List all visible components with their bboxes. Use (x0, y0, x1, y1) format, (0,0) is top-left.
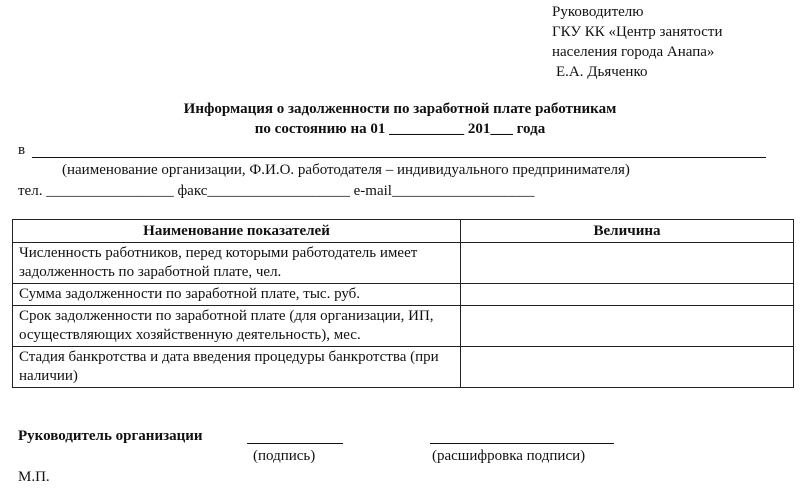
table-header-row (13, 220, 794, 243)
document-date-line: по состоянию на 01 __________ 201___ года (254, 121, 546, 137)
addressee-line-3: населения города Анапа» (552, 44, 715, 60)
org-caption: (наименование организации, Ф.И.О. работодателя – индивидуального предпринимателя) (62, 162, 630, 178)
row-label: Численность работников, перед которыми работодатель имеет задолженность по заработной плате, чел. (13, 243, 461, 284)
header-value: Величина (461, 220, 794, 243)
signature-field[interactable] (247, 443, 343, 444)
debt-info-table (12, 219, 794, 388)
document-title: Информация о задолженности по заработной плате работникам (183, 101, 617, 117)
header-indicator-name: Наименование показателей (13, 220, 461, 243)
contacts-line: тел. _________________ факс___________________ e-mail___________________ (18, 183, 535, 199)
signature-label: Руководитель организации (18, 428, 203, 444)
table-row (13, 306, 794, 347)
row-value-cell[interactable] (461, 284, 794, 306)
row-label: Сумма задолженности по заработной плате, тыс. руб. (13, 284, 461, 306)
table-row (13, 284, 794, 306)
signature-caption: (подпись) (253, 448, 316, 464)
table-row (13, 347, 794, 388)
org-prefix: в (18, 142, 26, 158)
row-value-cell[interactable] (461, 306, 794, 347)
addressee-line-2: ГКУ КК «Центр занятости (552, 24, 723, 40)
org-name-field[interactable] (32, 157, 766, 158)
stamp-placeholder: М.П. (18, 469, 50, 485)
table-row (13, 243, 794, 284)
row-value-cell[interactable] (461, 347, 794, 388)
row-label: Срок задолженности по заработной плате (для организации, ИП, осуществляющих хозяйственную деятельность), мес. (13, 306, 461, 347)
signature-decode-field[interactable] (430, 443, 614, 444)
signature-decode-caption: (расшифровка подписи) (432, 448, 586, 464)
addressee-line-4: Е.А. Дьяченко (556, 64, 648, 80)
row-label: Стадия банкротства и дата введения процедуры банкротства (при наличии) (13, 347, 461, 388)
addressee-line-1: Руководителю (552, 4, 644, 20)
row-value-cell[interactable] (461, 243, 794, 284)
